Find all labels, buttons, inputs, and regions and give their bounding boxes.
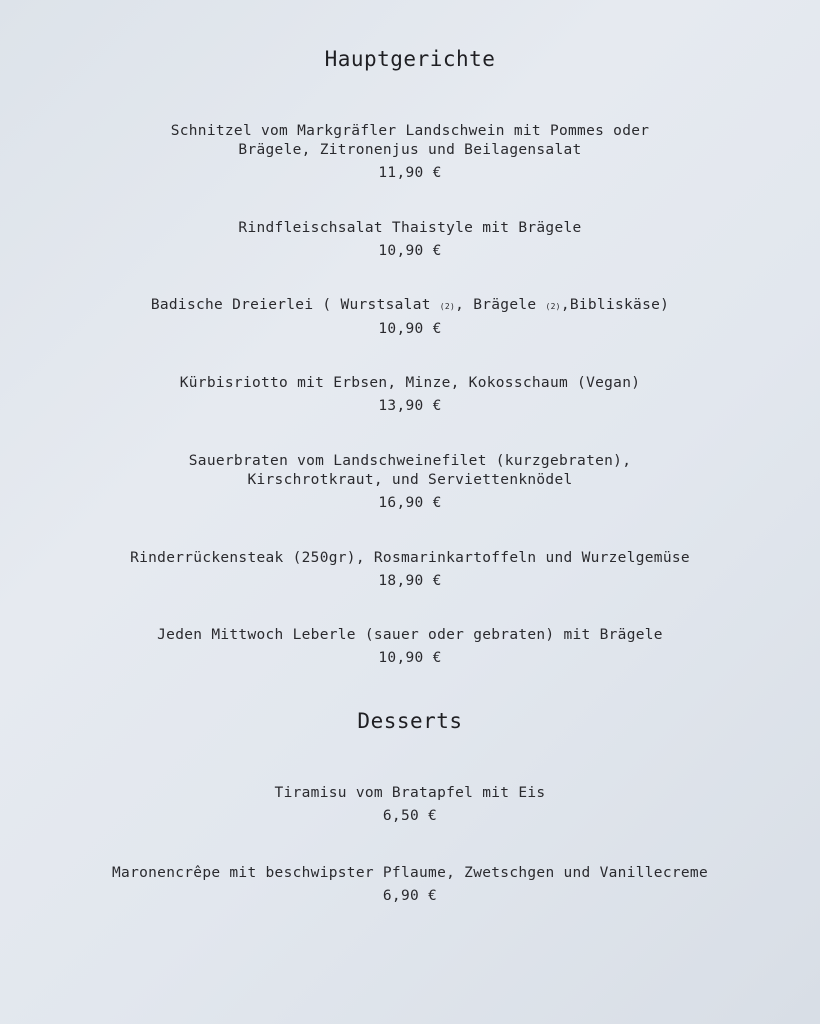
- item-price: 11,90 €: [378, 165, 442, 181]
- menu-item-rindfleischsalat: [0, 219, 820, 261]
- menu-item-sauerbraten: [0, 452, 820, 513]
- item-name-line: Jeden Mittwoch Leberle (sauer oder gebraten) mit Brägele: [157, 627, 663, 643]
- item-price: 18,90 €: [378, 573, 442, 589]
- menu-item-schnitzel: [0, 122, 820, 183]
- item-price: 6,90 €: [382, 888, 438, 904]
- menu-item-rinderrueckensteak: [0, 549, 820, 591]
- menu-item-badische-dreierlei: [0, 296, 820, 339]
- item-name-line: Schnitzel vom Markgräfler Landschwein mit Pommes oder: [170, 123, 650, 139]
- item-name-part: ,Bibliskäse): [560, 297, 670, 313]
- item-name-line: [0, 296, 820, 316]
- item-name-line: Rindfleischsalat Thaistyle mit Brägele: [238, 220, 582, 236]
- item-name-line: Brägele, Zitronenjus und Beilagensalat: [238, 142, 582, 158]
- item-price: 10,90 €: [378, 321, 442, 337]
- menu-item-leberle: [0, 626, 820, 668]
- item-price: 6,50 €: [382, 808, 438, 824]
- menu-item-maronencrepe: [0, 864, 820, 906]
- section-title-desserts: Desserts: [357, 709, 463, 733]
- item-name-line: Rinderrückensteak (250gr), Rosmarinkartoffeln und Wurzelgemüse: [130, 550, 690, 566]
- item-name-part: , Brägele: [455, 297, 546, 313]
- item-name-line: Sauerbraten vom Landschweinefilet (kurzgebraten),: [188, 453, 632, 469]
- allergen-mark: (2): [545, 302, 561, 311]
- allergen-mark: (2): [439, 302, 456, 311]
- menu-item-tiramisu: [0, 784, 820, 826]
- section-title-main-courses: Hauptgerichte: [324, 47, 496, 71]
- item-price: 10,90 €: [378, 243, 442, 259]
- item-name-line: Kirschrotkraut, und Serviettenknödel: [247, 472, 573, 488]
- item-name-line: Maronencrêpe mit beschwipster Pflaume, Zwetschgen und Vanillecreme: [112, 865, 708, 881]
- item-name-line: Tiramisu vom Bratapfel mit Eis: [274, 785, 546, 801]
- menu-item-kuerbisrisotto: [0, 374, 820, 416]
- item-name-line: Kürbisriotto mit Erbsen, Minze, Kokosschaum (Vegan): [179, 375, 641, 391]
- item-price: 16,90 €: [378, 495, 442, 511]
- item-price: 10,90 €: [378, 650, 442, 666]
- item-name-part: Badische Dreierlei ( Wurstsalat: [150, 297, 440, 313]
- item-price: 13,90 €: [378, 398, 442, 414]
